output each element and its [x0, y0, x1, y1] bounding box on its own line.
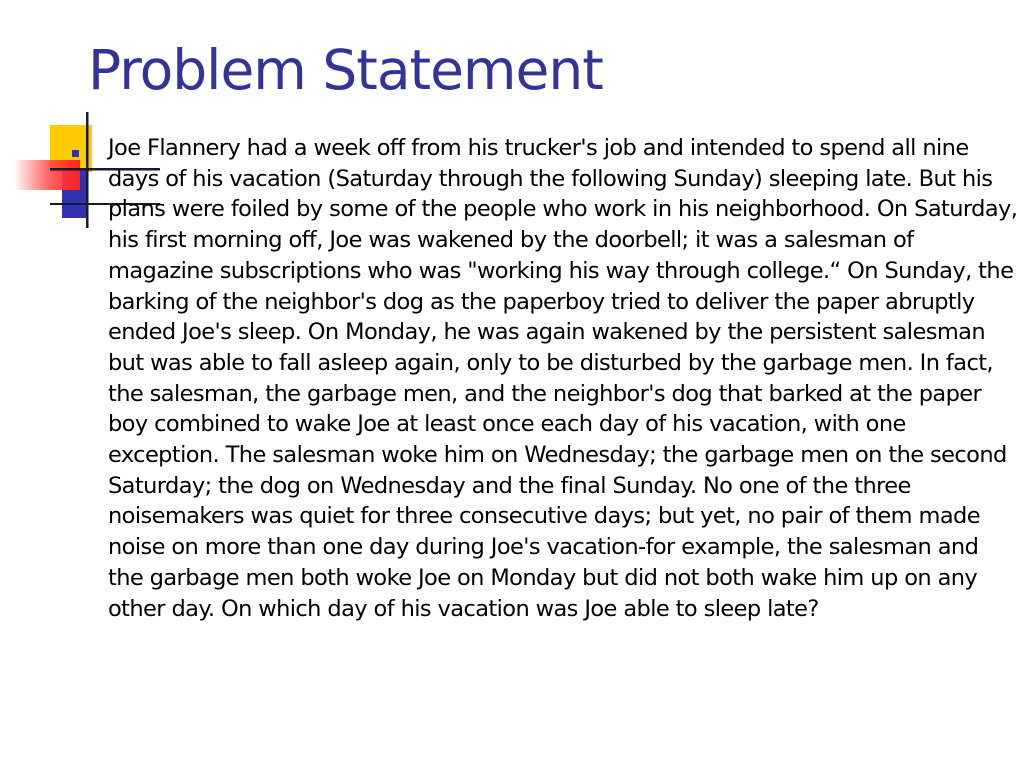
- slide-title: Problem Statement: [88, 38, 603, 102]
- problem-text: Joe Flannery had a week off from his trucker's job and intended to spend all nine days of his vacation (Saturday through the following Sunday) sleeping late. But his plans were foiled by some of the people who work in his neighborhood. On Saturday, his first morning off, Joe was wakened by the doorbell; it was a salesman of magazine subscriptions who was "working his way through college.“ On Sunday, the barking of the neighbor's dog as the paperboy tried to deliver the paper abruptly ended Joe's sleep. On Monday, he was again wakened by the persistent salesman but was able to fall asleep again, only to be disturbed by the garbage men. In fact, the salesman, the garbage men, and the neighbor's dog that barked at the paper boy combined to wake Joe at least once each day of his vacation, with one exception. The salesman woke him on Wednesday; the garbage men on the second Saturday; the dog on Wednesday and the final Sunday. No one of the three noisemakers was quiet for three consecutive days; but yet, no pair of them made noise on more than one day during Joe's vacation-for example, the salesman and the garbage men both woke Joe on Monday but did not both wake him up on any other day. On which day of his vacation was Joe able to sleep late?: [108, 135, 1018, 622]
- bullet-icon: [72, 150, 79, 157]
